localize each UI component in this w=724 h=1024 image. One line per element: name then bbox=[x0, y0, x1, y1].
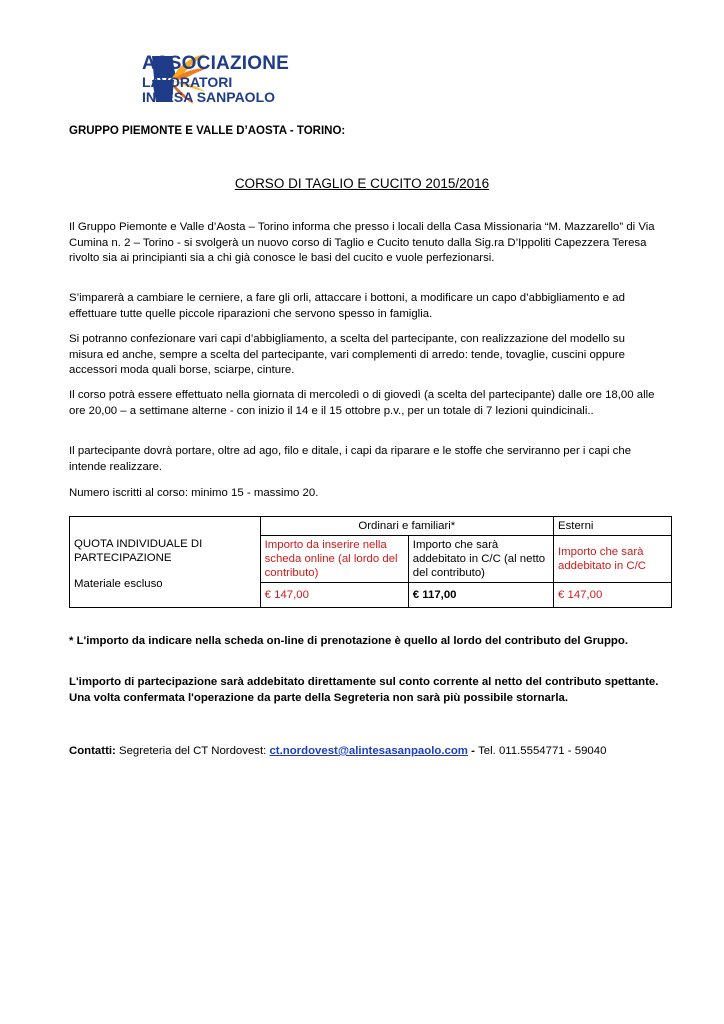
contact-email-link[interactable]: ct.nordovest@alintesasanpaolo.com bbox=[269, 745, 468, 757]
ordinari-cc-amount: € 117,00 bbox=[408, 583, 553, 608]
paragraph-materials: Il partecipante dovrà portare, oltre ad ago, filo e ditale, i capi da riparare e le stoffe che serviranno per i capi che intende realizzare. bbox=[69, 445, 632, 473]
paragraph-skills: S’imparerà a cambiare le cerniere, a fare gli orli, attaccare i bottoni, a modificare un capo d’abbigliamento e ad effettuare tutte quelle piccole riparazioni che servono spesso in famiglia. bbox=[69, 292, 625, 320]
fee-table bbox=[69, 516, 672, 608]
ordinari-cc-desc: Importo che sarà addebitato in C/C (al netto del contributo) bbox=[408, 536, 553, 583]
contact-text: Segreteria del CT Nordovest: bbox=[115, 745, 270, 757]
contact-phone: Tel. 011.5554771 - 59040 bbox=[478, 745, 607, 757]
page-title: CORSO DI TAGLIO E CUCITO 2015/2016 bbox=[234, 176, 490, 191]
fee-label-cell bbox=[70, 517, 261, 608]
esterni-amount: € 147,00 bbox=[554, 583, 672, 608]
logo-line-2: LAVORATORI bbox=[142, 74, 233, 90]
contact-dash: - bbox=[467, 745, 479, 757]
logo-wordmark bbox=[142, 54, 289, 104]
paragraph-schedule: Il corso potrà essere effettuato nella giornata di mercoledì o di giovedì (a scelta del partecipante) dalle ore 18,00 alle ore 20,00 – a settimane alterne - con inizio il 14 e il 15 ottobre p.v., per un totale di 7 lezioni quindicinali.. bbox=[69, 389, 655, 417]
paragraph-intro: Il Gruppo Piemonte e Valle d’Aosta – Torino informa che presso i locali della Casa Missionaria “M. Mazzarello” di Via Cumina n. 2 – Torino - si svolgerà un nuovo corso di Taglio e Cucito tenuto dalla Sig.ra D’Ippoliti Capezzera Teresa rivolto sia ai principianti sia a chi già conosce le basi del cucito e vuole perfezionarsi. bbox=[69, 221, 655, 264]
paragraph-enrollment: Numero iscritti al corso: minimo 15 - massimo 20. bbox=[69, 487, 319, 499]
note-gross-amount: * L'importo da indicare nella scheda on-line di prenotazione è quello al lordo del contributo del Gruppo. bbox=[69, 635, 629, 647]
header-esterni: Esterni bbox=[554, 517, 672, 536]
fee-label: QUOTA INDIVIDUALE DI PARTECIPAZIONE bbox=[74, 538, 203, 564]
paragraph-garments: Si potranno confezionare vari capi d’abbigliamento, a scelta del partecipante, con realizzazione del modello su misura ed anche, sempre a scelta del partecipante, vari complementi di arredo: tende, tovaglie, cuscini oppure accessori moda quali borse, sciarpe, cinture. bbox=[69, 333, 625, 376]
ordinari-online-desc: Importo da inserire nella scheda online (al lordo del contributo) bbox=[260, 536, 408, 583]
logo-line-1: ASSOCIAZIONE bbox=[142, 53, 290, 74]
logo-line-3: INTESA SANPAOLO bbox=[142, 89, 276, 105]
contact-line bbox=[69, 745, 606, 757]
group-heading: GRUPPO PIEMONTE E VALLE D’AOSTA - TORINO: bbox=[69, 125, 346, 137]
ordinari-online-amount: € 147,00 bbox=[260, 583, 408, 608]
note-debit: L'importo di partecipazione sarà addebitato direttamente sul conto corrente al netto del contributo spettante. Una volta confermata l'operazione da parte della Segreteria non sarà più possibile stornarla. bbox=[69, 676, 659, 704]
header-ordinari: Ordinari e familiari* bbox=[260, 517, 553, 536]
esterni-desc: Importo che sarà addebitato in C/C bbox=[554, 536, 672, 583]
table-row bbox=[70, 517, 672, 536]
material-note: Materiale escluso bbox=[74, 578, 163, 590]
contact-label: Contatti: bbox=[69, 745, 116, 757]
